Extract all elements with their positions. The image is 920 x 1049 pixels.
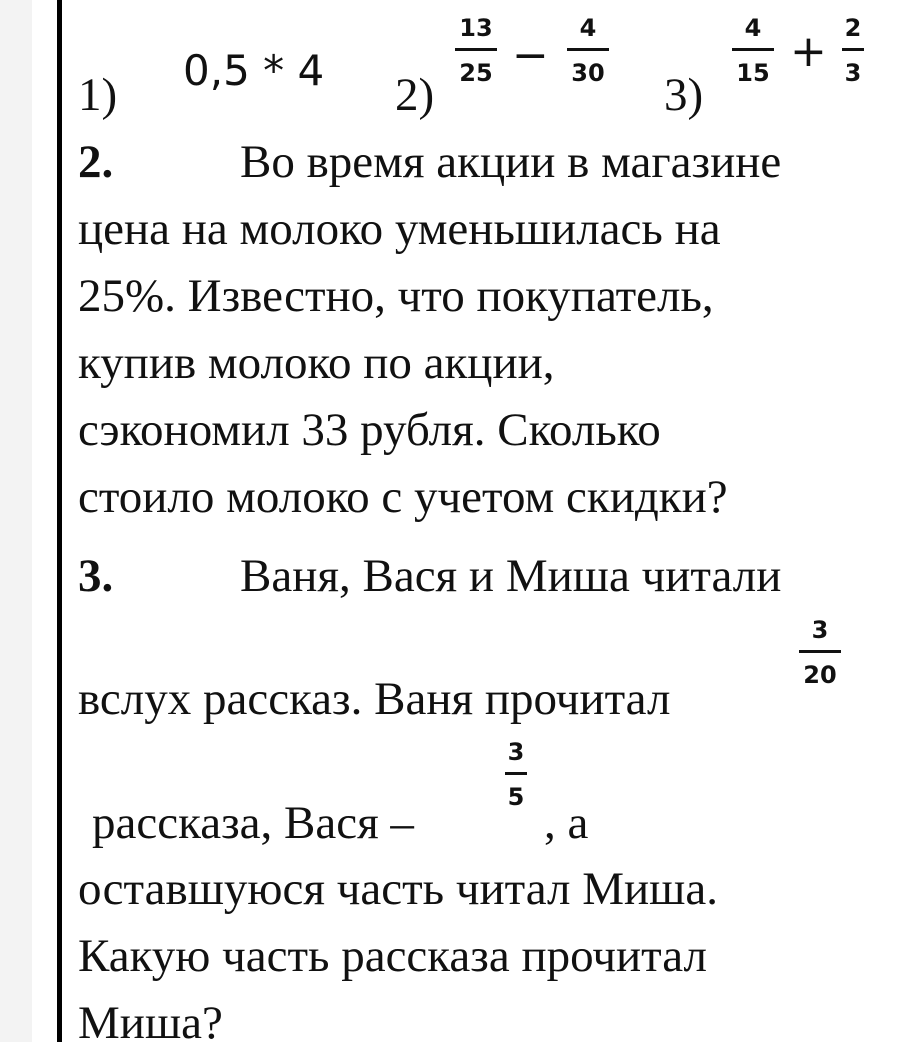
fraction-numerator: 2 [844,14,862,42]
task3-line: , а [544,797,589,849]
fraction-bar [799,650,841,653]
page-margin-strip [0,0,32,1042]
fraction-denominator: 20 [803,661,837,689]
task1-label-2: 2) [395,69,435,121]
task3-line: Миша? [78,997,223,1049]
fraction-numerator: 3 [507,738,525,766]
task1-label-1: 1) [78,69,118,121]
task1-fraction-4-15 [730,16,776,85]
task2-number: 2. [78,136,114,188]
task2-line: купив молоко по акции, [78,337,555,389]
task2-line: цена на молоко уменьшилась на [78,203,721,255]
fraction-numerator: 4 [744,14,762,42]
task3-line: вслух рассказ. Ваня прочитал [78,673,671,725]
fraction-denominator: 30 [571,59,605,87]
fraction-bar [842,48,864,51]
fraction-bar [567,48,609,51]
task1-fraction-4-30 [565,16,611,85]
fraction-denominator: 25 [459,59,493,87]
left-border-rule [57,0,62,1042]
task3-number: 3. [78,550,114,602]
fraction-denominator: 3 [844,59,862,87]
fraction-bar [455,48,497,51]
task3-line: оставшуюся часть читал Миша. [78,863,718,915]
task3-line: Какую часть рассказа прочитал [78,930,708,982]
task1-label-3: 3) [664,69,704,121]
task2-line: стоило молоко с учетом скидки? [78,471,728,523]
task3-fraction-3-5 [503,740,529,809]
fraction-numerator: 3 [811,616,829,644]
fraction-denominator: 5 [507,783,525,811]
task1-expression-1: 0,5 * 4 [183,46,325,95]
fraction-bar [732,48,774,51]
task1-fraction-2-3 [840,16,866,85]
fraction-bar [505,772,527,775]
task3-line: рассказа, Вася – [92,797,414,849]
minus-sign: − [512,30,549,81]
task1-fraction-13-25 [453,16,499,85]
plus-sign: + [790,26,827,77]
task2-line: 25%. Известно, что покупатель, [78,270,714,322]
fraction-numerator: 4 [579,14,597,42]
fraction-numerator: 13 [459,14,493,42]
task3-fraction-3-20 [797,618,843,687]
task3-line: Ваня, Вася и Миша читали [240,550,782,602]
task2-line: сэкономил 33 рубля. Сколько [78,404,661,456]
fraction-denominator: 15 [736,59,770,87]
task2-line: Во время акции в магазине [240,136,782,188]
